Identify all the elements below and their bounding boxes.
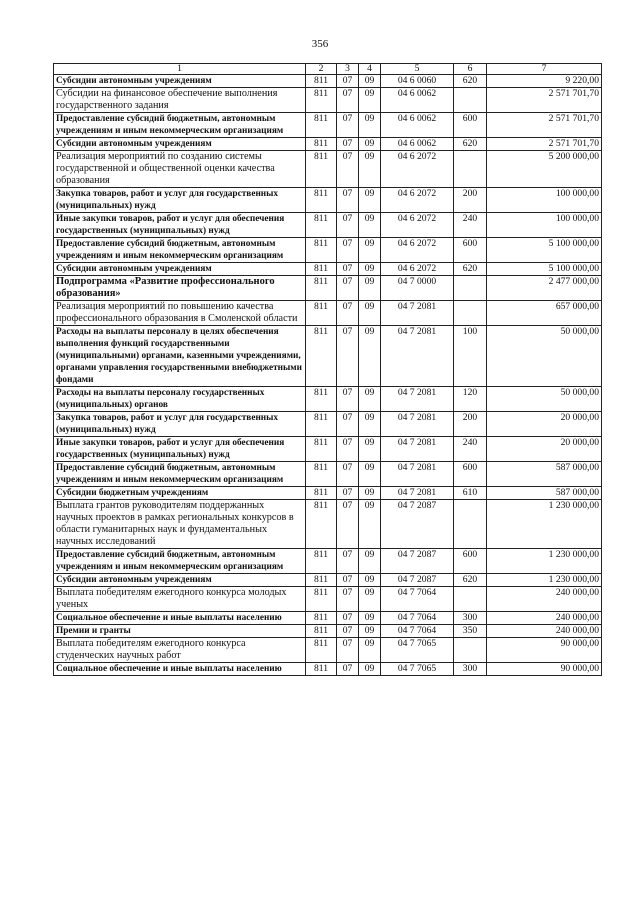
row-type-cell — [454, 88, 487, 113]
row-subsection-cell: 09 — [359, 151, 381, 188]
row-target-cell: 04 6 2072 — [381, 213, 454, 238]
row-type-cell — [454, 151, 487, 188]
row-section-cell: 07 — [337, 88, 359, 113]
row-subsection-cell: 09 — [359, 412, 381, 437]
row-subsection-cell: 09 — [359, 574, 381, 587]
row-name-cell: Закупка товаров, работ и услуг для государственных (муниципальных) нужд — [54, 412, 306, 437]
row-code-cell: 811 — [306, 549, 337, 574]
row-type-cell: 200 — [454, 188, 487, 213]
row-code-cell: 811 — [306, 638, 337, 663]
row-amount-cell: 100 000,00 — [487, 188, 602, 213]
row-name-cell: Реализация мероприятий по повышению качества профессионального образования в Смоленской области — [54, 301, 306, 326]
page-number: 356 — [311, 38, 329, 50]
table-row — [54, 612, 602, 625]
row-target-cell: 04 7 2081 — [381, 387, 454, 412]
table-row — [54, 663, 602, 676]
table-row — [54, 301, 602, 326]
row-subsection-cell: 09 — [359, 276, 381, 301]
row-code-cell: 811 — [306, 263, 337, 276]
table-row — [54, 263, 602, 276]
row-name-cell: Субсидии бюджетным учреждениям — [54, 487, 306, 500]
row-subsection-cell: 09 — [359, 462, 381, 487]
row-section-cell: 07 — [337, 487, 359, 500]
row-subsection-cell: 09 — [359, 188, 381, 213]
row-amount-cell: 20 000,00 — [487, 437, 602, 462]
row-subsection-cell: 09 — [359, 638, 381, 663]
row-amount-cell: 5 100 000,00 — [487, 263, 602, 276]
row-section-cell: 07 — [337, 326, 359, 387]
row-amount-cell: 240 000,00 — [487, 612, 602, 625]
row-section-cell: 07 — [337, 500, 359, 549]
row-subsection-cell: 09 — [359, 387, 381, 412]
row-code-cell: 811 — [306, 113, 337, 138]
row-code-cell: 811 — [306, 500, 337, 549]
row-subsection-cell: 09 — [359, 213, 381, 238]
row-target-cell: 04 7 2087 — [381, 574, 454, 587]
row-subsection-cell: 09 — [359, 612, 381, 625]
row-type-cell: 620 — [454, 138, 487, 151]
row-name-cell: Реализация мероприятий по созданию системы государственной и общественной оценки качества образования — [54, 151, 306, 188]
row-section-cell: 07 — [337, 301, 359, 326]
row-name-cell: Премии и гранты — [54, 625, 306, 638]
row-type-cell: 240 — [454, 213, 487, 238]
row-name-cell: Субсидии автономным учреждениям — [54, 263, 306, 276]
row-target-cell: 04 6 0062 — [381, 113, 454, 138]
column-header: 3 — [337, 64, 359, 75]
row-section-cell: 07 — [337, 151, 359, 188]
row-amount-cell: 2 571 701,70 — [487, 88, 602, 113]
row-type-cell: 350 — [454, 625, 487, 638]
row-target-cell: 04 7 7064 — [381, 587, 454, 612]
row-code-cell: 811 — [306, 587, 337, 612]
table-row — [54, 549, 602, 574]
row-amount-cell: 9 220,00 — [487, 75, 602, 88]
row-amount-cell: 50 000,00 — [487, 326, 602, 387]
budget-table — [53, 63, 602, 676]
row-type-cell — [454, 301, 487, 326]
table-row — [54, 138, 602, 151]
row-type-cell: 600 — [454, 549, 487, 574]
table-row — [54, 587, 602, 612]
row-name-cell: Социальное обеспечение и иные выплаты населению — [54, 612, 306, 625]
row-type-cell: 620 — [454, 75, 487, 88]
row-section-cell: 07 — [337, 549, 359, 574]
row-target-cell: 04 7 7065 — [381, 663, 454, 676]
row-code-cell: 811 — [306, 138, 337, 151]
table-row — [54, 412, 602, 437]
row-type-cell — [454, 276, 487, 301]
row-target-cell: 04 7 7065 — [381, 638, 454, 663]
row-subsection-cell: 09 — [359, 301, 381, 326]
row-section-cell: 07 — [337, 387, 359, 412]
row-name-cell: Субсидии автономным учреждениям — [54, 574, 306, 587]
row-subsection-cell: 09 — [359, 75, 381, 88]
row-amount-cell: 2 571 701,70 — [487, 138, 602, 151]
row-target-cell: 04 6 2072 — [381, 188, 454, 213]
column-header: 2 — [306, 64, 337, 75]
row-code-cell: 811 — [306, 188, 337, 213]
row-type-cell: 610 — [454, 487, 487, 500]
row-subsection-cell: 09 — [359, 113, 381, 138]
row-subsection-cell: 09 — [359, 437, 381, 462]
table-row — [54, 75, 602, 88]
table-row — [54, 326, 602, 387]
row-code-cell: 811 — [306, 462, 337, 487]
row-code-cell: 811 — [306, 88, 337, 113]
row-type-cell: 240 — [454, 437, 487, 462]
row-name-cell: Выплата грантов руководителям поддержанных научных проектов в рамках региональных конкурсов в области гуманитарных наук и фундаментальных научных исследований — [54, 500, 306, 549]
row-target-cell: 04 6 2072 — [381, 151, 454, 188]
row-name-cell: Расходы на выплаты персоналу в целях обеспечения выполнения функций государственными (муниципальными) органами, казенными учреждениями, органами управления государственными внебюджетными фондами — [54, 326, 306, 387]
row-subsection-cell: 09 — [359, 326, 381, 387]
row-code-cell: 811 — [306, 612, 337, 625]
table-row — [54, 113, 602, 138]
row-section-cell: 07 — [337, 75, 359, 88]
row-section-cell: 07 — [337, 238, 359, 263]
row-section-cell: 07 — [337, 625, 359, 638]
row-amount-cell: 587 000,00 — [487, 462, 602, 487]
row-code-cell: 811 — [306, 301, 337, 326]
table-row — [54, 574, 602, 587]
table-row — [54, 188, 602, 213]
row-name-cell: Субсидии на финансовое обеспечение выполнения государственного задания — [54, 88, 306, 113]
row-target-cell: 04 7 2081 — [381, 487, 454, 500]
row-subsection-cell: 09 — [359, 138, 381, 151]
row-name-cell: Расходы на выплаты персоналу государственных (муниципальных) органов — [54, 387, 306, 412]
row-type-cell: 620 — [454, 263, 487, 276]
row-name-cell: Предоставление субсидий бюджетным, автономным учреждениям и иным некоммерческим организациям — [54, 238, 306, 263]
row-type-cell: 300 — [454, 663, 487, 676]
row-section-cell: 07 — [337, 612, 359, 625]
row-target-cell: 04 6 2072 — [381, 238, 454, 263]
table-row — [54, 462, 602, 487]
row-target-cell: 04 6 2072 — [381, 263, 454, 276]
row-type-cell: 300 — [454, 612, 487, 625]
row-amount-cell: 1 230 000,00 — [487, 574, 602, 587]
table-row — [54, 487, 602, 500]
row-name-cell: Иные закупки товаров, работ и услуг для обеспечения государственных (муниципальных) нужд — [54, 437, 306, 462]
row-type-cell: 600 — [454, 238, 487, 263]
row-amount-cell: 240 000,00 — [487, 587, 602, 612]
row-code-cell: 811 — [306, 238, 337, 263]
row-section-cell: 07 — [337, 587, 359, 612]
row-code-cell: 811 — [306, 151, 337, 188]
row-code-cell: 811 — [306, 574, 337, 587]
table-row — [54, 151, 602, 188]
row-subsection-cell: 09 — [359, 487, 381, 500]
table-row — [54, 437, 602, 462]
row-name-cell: Предоставление субсидий бюджетным, автономным учреждениям и иным некоммерческим организациям — [54, 462, 306, 487]
row-amount-cell: 240 000,00 — [487, 625, 602, 638]
column-header: 7 — [487, 64, 602, 75]
row-type-cell: 120 — [454, 387, 487, 412]
row-type-cell — [454, 638, 487, 663]
row-section-cell: 07 — [337, 412, 359, 437]
row-target-cell: 04 7 2081 — [381, 462, 454, 487]
row-target-cell: 04 6 0062 — [381, 88, 454, 113]
row-name-cell: Выплата победителям ежегодного конкурса молодых ученых — [54, 587, 306, 612]
row-subsection-cell: 09 — [359, 549, 381, 574]
row-target-cell: 04 6 0062 — [381, 138, 454, 151]
row-section-cell: 07 — [337, 638, 359, 663]
row-subsection-cell: 09 — [359, 625, 381, 638]
row-subsection-cell: 09 — [359, 500, 381, 549]
row-type-cell — [454, 587, 487, 612]
row-type-cell — [454, 500, 487, 549]
row-target-cell: 04 7 2087 — [381, 500, 454, 549]
row-amount-cell: 1 230 000,00 — [487, 549, 602, 574]
row-code-cell: 811 — [306, 437, 337, 462]
row-amount-cell: 90 000,00 — [487, 663, 602, 676]
row-section-cell: 07 — [337, 574, 359, 587]
row-amount-cell: 587 000,00 — [487, 487, 602, 500]
row-subsection-cell: 09 — [359, 88, 381, 113]
row-section-cell: 07 — [337, 437, 359, 462]
row-target-cell: 04 7 0000 — [381, 276, 454, 301]
table-row — [54, 238, 602, 263]
row-target-cell: 04 7 2081 — [381, 412, 454, 437]
row-code-cell: 811 — [306, 326, 337, 387]
row-target-cell: 04 7 7064 — [381, 612, 454, 625]
row-code-cell: 811 — [306, 276, 337, 301]
row-target-cell: 04 7 7064 — [381, 625, 454, 638]
table-row — [54, 213, 602, 238]
row-name-cell: Социальное обеспечение и иные выплаты населению — [54, 663, 306, 676]
row-amount-cell: 657 000,00 — [487, 301, 602, 326]
row-name-cell: Субсидии автономным учреждениям — [54, 138, 306, 151]
row-section-cell: 07 — [337, 213, 359, 238]
row-subsection-cell: 09 — [359, 238, 381, 263]
row-code-cell: 811 — [306, 487, 337, 500]
column-header: 1 — [54, 64, 306, 75]
row-name-cell: Выплата победителям ежегодного конкурса студенческих научных работ — [54, 638, 306, 663]
row-amount-cell: 5 200 000,00 — [487, 151, 602, 188]
row-name-cell: Предоставление субсидий бюджетным, автономным учреждениям и иным некоммерческим организациям — [54, 113, 306, 138]
row-code-cell: 811 — [306, 213, 337, 238]
row-amount-cell: 100 000,00 — [487, 213, 602, 238]
row-subsection-cell: 09 — [359, 263, 381, 276]
row-section-cell: 07 — [337, 663, 359, 676]
row-name-cell: Субсидии автономным учреждениям — [54, 75, 306, 88]
row-type-cell: 200 — [454, 412, 487, 437]
row-amount-cell: 20 000,00 — [487, 412, 602, 437]
row-amount-cell: 2 477 000,00 — [487, 276, 602, 301]
table-body — [54, 75, 602, 676]
row-type-cell: 600 — [454, 462, 487, 487]
row-amount-cell: 90 000,00 — [487, 638, 602, 663]
table-row — [54, 625, 602, 638]
row-amount-cell: 1 230 000,00 — [487, 500, 602, 549]
row-amount-cell: 2 571 701,70 — [487, 113, 602, 138]
row-target-cell: 04 7 2081 — [381, 437, 454, 462]
row-code-cell: 811 — [306, 625, 337, 638]
table-row — [54, 276, 602, 301]
row-section-cell: 07 — [337, 113, 359, 138]
table-row — [54, 387, 602, 412]
table-row — [54, 500, 602, 549]
row-amount-cell: 50 000,00 — [487, 387, 602, 412]
row-target-cell: 04 6 0060 — [381, 75, 454, 88]
row-name-cell: Подпрограмма «Развитие профессионального образования» — [54, 276, 306, 301]
table-row — [54, 88, 602, 113]
row-target-cell: 04 7 2081 — [381, 301, 454, 326]
row-code-cell: 811 — [306, 387, 337, 412]
row-type-cell: 100 — [454, 326, 487, 387]
column-header: 4 — [359, 64, 381, 75]
row-name-cell: Закупка товаров, работ и услуг для государственных (муниципальных) нужд — [54, 188, 306, 213]
row-code-cell: 811 — [306, 75, 337, 88]
row-subsection-cell: 09 — [359, 663, 381, 676]
row-name-cell: Иные закупки товаров, работ и услуг для обеспечения государственных (муниципальных) нужд — [54, 213, 306, 238]
row-section-cell: 07 — [337, 138, 359, 151]
row-code-cell: 811 — [306, 412, 337, 437]
row-section-cell: 07 — [337, 263, 359, 276]
row-amount-cell: 5 100 000,00 — [487, 238, 602, 263]
column-header: 5 — [381, 64, 454, 75]
row-type-cell: 600 — [454, 113, 487, 138]
row-target-cell: 04 7 2087 — [381, 549, 454, 574]
row-code-cell: 811 — [306, 663, 337, 676]
row-name-cell: Предоставление субсидий бюджетным, автономным учреждениям и иным некоммерческим организациям — [54, 549, 306, 574]
row-section-cell: 07 — [337, 276, 359, 301]
column-header: 6 — [454, 64, 487, 75]
row-target-cell: 04 7 2081 — [381, 326, 454, 387]
row-subsection-cell: 09 — [359, 587, 381, 612]
table-header-row — [54, 64, 602, 75]
row-section-cell: 07 — [337, 462, 359, 487]
table-row — [54, 638, 602, 663]
row-type-cell: 620 — [454, 574, 487, 587]
row-section-cell: 07 — [337, 188, 359, 213]
